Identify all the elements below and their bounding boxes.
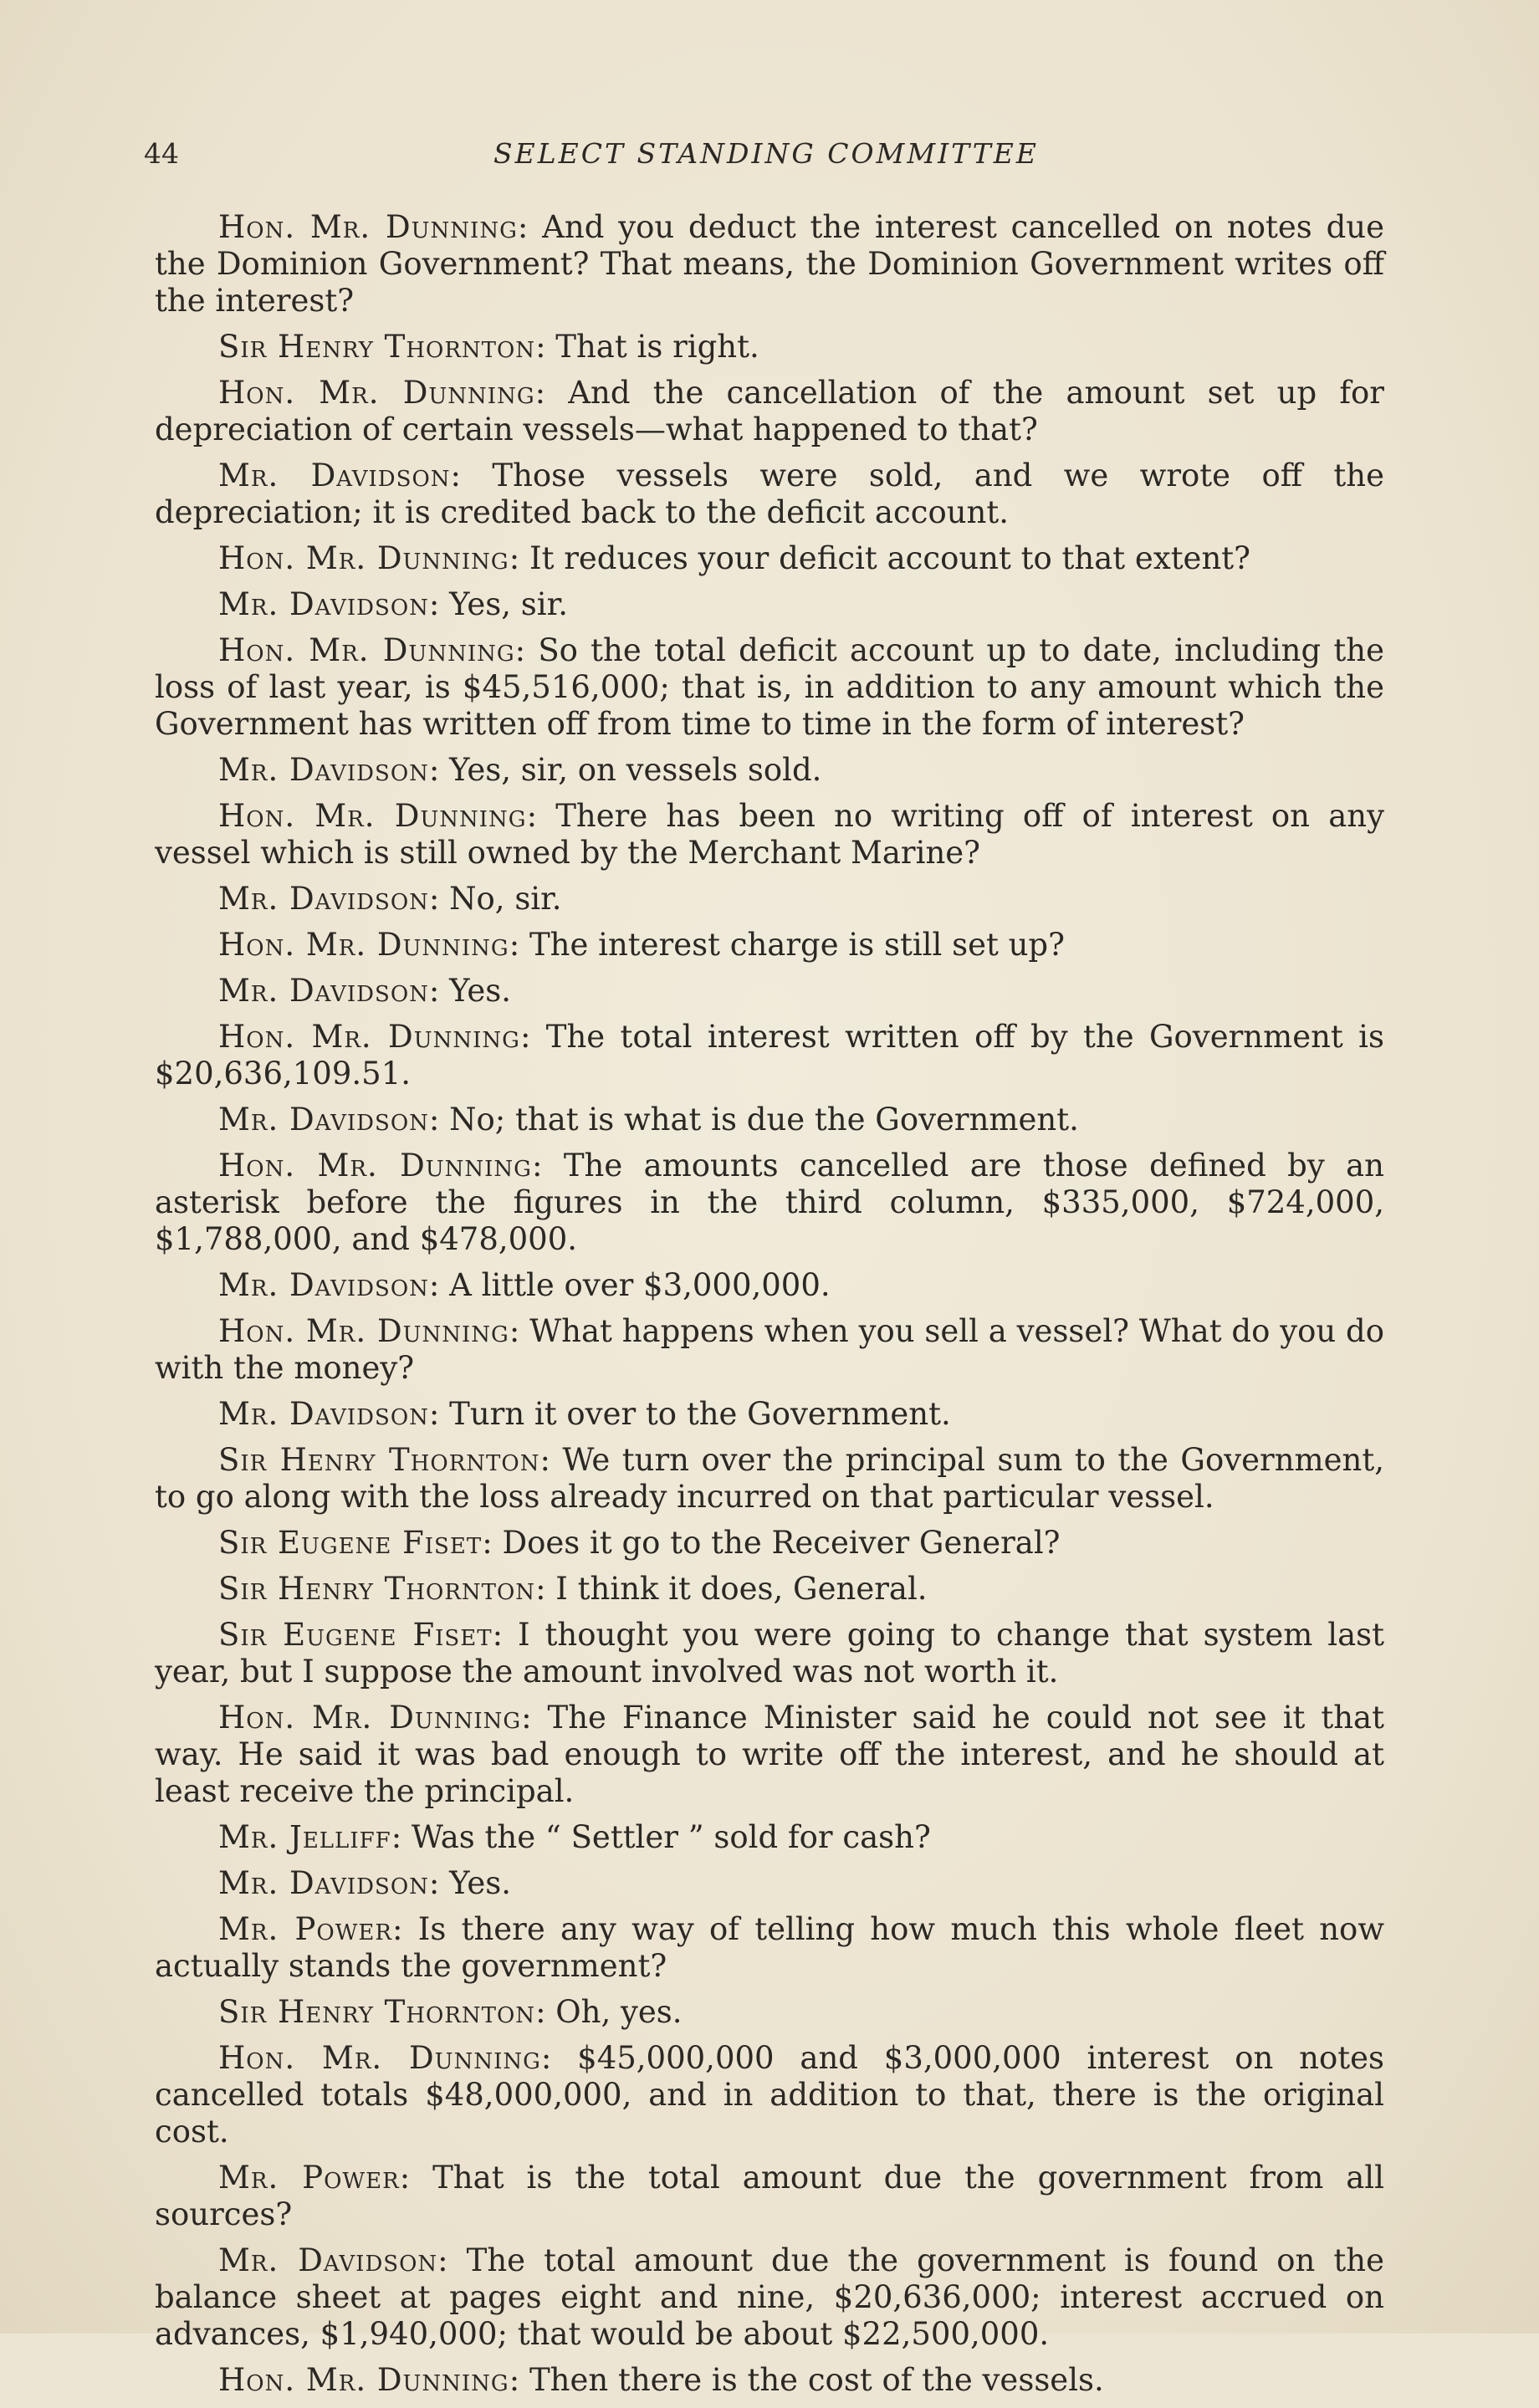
page-number: 44 bbox=[144, 137, 179, 170]
speech-text: The interest charge is still set up? bbox=[529, 927, 1065, 963]
speaker-name: Hon. Mr. Dunning bbox=[218, 1700, 522, 1736]
speaker-name: Sir Henry Thornton bbox=[218, 1994, 536, 2030]
transcript-paragraph: Hon. Mr. Dunning: The amounts cancelled are those defined by an asterisk before the figures in the third column, $335,000, $724,000, $1,788,000, and $478,000. bbox=[155, 1148, 1384, 1257]
speech-text: So the total deficit account up to date, including the loss of last year, is $45,516,000; that is, in addition to any amount which the Government has written off from time to time in the form of interest? bbox=[155, 632, 1384, 742]
speech-text: We turn over the principal sum to the Government, to go along with the loss already incurred on that particular vessel. bbox=[155, 1442, 1384, 1515]
transcript-paragraph: Hon. Mr. Dunning: What happens when you sell a vessel? What do you do with the money? bbox=[155, 1313, 1384, 1386]
running-title: SELECT STANDING COMMITTEE bbox=[493, 137, 1039, 170]
speaker-name: Hon. Mr. Dunning bbox=[218, 2040, 541, 2076]
page-header bbox=[144, 137, 1388, 174]
speaker-name: Sir Henry Thornton bbox=[218, 1571, 536, 1607]
speech-text: And you deduct the interest cancelled on notes due the Dominion Government? That means, the Dominion Government writes off the interest? bbox=[155, 209, 1384, 319]
speech-text: The total interest written off by the Government is $20,636,109.51. bbox=[155, 1019, 1384, 1092]
speech-text: A little over $3,000,000. bbox=[449, 1267, 831, 1303]
speech-text: Yes, sir, on vessels sold. bbox=[449, 752, 822, 788]
transcript-paragraph: Sir Henry Thornton: That is right. bbox=[218, 329, 759, 365]
speaker-name: Mr. Davidson bbox=[218, 1396, 429, 1432]
speaker-name: Hon. Mr. Dunning bbox=[218, 375, 535, 411]
speaker-name: Hon. Mr. Dunning bbox=[218, 2362, 509, 2398]
speaker-name: Mr. Power bbox=[218, 1911, 392, 1947]
transcript-paragraph: Sir Eugene Fiset: I thought you were going to change that system last year, but I suppose the amount involved was not worth it. bbox=[155, 1617, 1384, 1690]
speaker-name: Hon. Mr. Dunning bbox=[218, 798, 527, 834]
speech-text: Turn it over to the Government. bbox=[449, 1396, 951, 1432]
speech-text: There has been no writing off of interest on any vessel which is still owned by the Merchant Marine? bbox=[155, 798, 1384, 871]
speech-text: That is right. bbox=[555, 329, 759, 365]
speaker-name: Hon. Mr. Dunning bbox=[218, 1019, 520, 1055]
transcript-paragraph: Mr. Davidson: Yes, sir. bbox=[218, 586, 568, 622]
transcript-paragraph: Sir Henry Thornton: Oh, yes. bbox=[218, 1994, 683, 2030]
transcript-paragraph: Mr. Davidson: No, sir. bbox=[218, 881, 562, 917]
speaker-name: Hon. Mr. Dunning bbox=[218, 209, 518, 245]
transcript-paragraph: Mr. Power: Is there any way of telling how much this whole fleet now actually stands the government? bbox=[155, 1911, 1384, 1984]
speech-text: No; that is what is due the Government. bbox=[449, 1102, 1079, 1138]
speech-text: Oh, yes. bbox=[555, 1994, 683, 2030]
transcript-paragraph: Hon. Mr. Dunning: Then there is the cost of the vessels. bbox=[218, 2362, 1104, 2398]
transcript-paragraph: Hon. Mr. Dunning: It reduces your deficit account to that extent? bbox=[218, 540, 1250, 576]
speech-text: Is there any way of telling how much this whole fleet now actually stands the government? bbox=[155, 1911, 1384, 1984]
speaker-name: Mr. Davidson bbox=[218, 1865, 429, 1901]
speaker-name: Mr. Davidson bbox=[218, 881, 429, 917]
speech-text: Yes. bbox=[449, 1865, 511, 1901]
speaker-name: Hon. Mr. Dunning bbox=[218, 540, 509, 576]
speaker-name: Hon. Mr. Dunning bbox=[218, 1313, 509, 1349]
transcript-paragraph: Sir Eugene Fiset: Does it go to the Receiver General? bbox=[218, 1525, 1061, 1561]
speech-text: I think it does, General. bbox=[555, 1571, 928, 1607]
transcript-paragraph: Mr. Davidson: Those vessels were sold, and we wrote off the depreciation; it is credited back to the deficit account. bbox=[155, 458, 1384, 530]
speech-text: $45,000,000 and $3,000,000 interest on notes cancelled totals $48,000,000, and in addition to that, there is the original cost. bbox=[155, 2040, 1384, 2150]
speaker-name: Mr. Davidson bbox=[218, 458, 451, 493]
speech-text: The total amount due the government is found on the balance sheet at pages eight and nine, $20,636,000; interest accrued on advances, $1,940,000; that would be about $22,500,000. bbox=[155, 2242, 1384, 2352]
transcript-paragraph: Hon. Mr. Dunning: The interest charge is still set up? bbox=[218, 927, 1065, 963]
speech-text: Was the “ Settler ” sold for cash? bbox=[411, 1819, 931, 1855]
speaker-name: Mr. Davidson bbox=[218, 2242, 438, 2278]
speech-text: The amounts cancelled are those defined by an asterisk before the figures in the third column, $335,000, $724,000, $1,788,000, and $478,000. bbox=[155, 1148, 1384, 1257]
transcript-paragraph: Hon. Mr. Dunning: And the cancellation of the amount set up for depreciation of certain vessels—what happened to that? bbox=[155, 375, 1384, 447]
speaker-name: Hon. Mr. Dunning bbox=[218, 632, 515, 668]
speaker-name: Mr. Power bbox=[218, 2160, 400, 2196]
transcript-paragraph: Mr. Davidson: Yes. bbox=[218, 973, 511, 1009]
transcript-paragraph: Hon. Mr. Dunning: $45,000,000 and $3,000,000 interest on notes cancelled totals $48,000,000, and in addition to that, there is the original cost. bbox=[155, 2040, 1384, 2150]
speech-text: Then there is the cost of the vessels. bbox=[529, 2362, 1104, 2398]
transcript-paragraph: Sir Henry Thornton: I think it does, General. bbox=[218, 1571, 928, 1607]
speaker-name: Mr. Davidson bbox=[218, 1267, 429, 1303]
transcript-body bbox=[155, 209, 1384, 2408]
speech-text: Yes. bbox=[449, 973, 511, 1009]
speaker-name: Sir Eugene Fiset bbox=[218, 1525, 483, 1561]
speech-text: That is the total amount due the government from all sources? bbox=[155, 2160, 1384, 2232]
speech-text: It reduces your deficit account to that extent? bbox=[529, 540, 1250, 576]
transcript-paragraph: Hon. Mr. Dunning: The total interest written off by the Government is $20,636,109.51. bbox=[155, 1019, 1384, 1092]
transcript-paragraph: Mr. Davidson: No; that is what is due the Government. bbox=[218, 1102, 1079, 1138]
transcript-paragraph: Sir Henry Thornton: We turn over the principal sum to the Government, to go along with the loss already incurred on that particular vessel. bbox=[155, 1442, 1384, 1515]
speech-text: Does it go to the Receiver General? bbox=[502, 1525, 1061, 1561]
speaker-name: Mr. Davidson bbox=[218, 752, 429, 788]
transcript-paragraph: Hon. Mr. Dunning: So the total deficit account up to date, including the loss of last year, is $45,516,000; that is, in addition to any amount which the Government has written off from time to time in the form of interest? bbox=[155, 632, 1384, 742]
transcript-paragraph: Hon. Mr. Dunning: The Finance Minister said he could not see it that way. He said it was bad enough to write off the interest, and he should at least receive the principal. bbox=[155, 1700, 1384, 1809]
transcript-paragraph: Mr. Davidson: Yes, sir, on vessels sold. bbox=[218, 752, 822, 788]
transcript-paragraph: Mr. Jelliff: Was the “ Settler ” sold for cash? bbox=[218, 1819, 931, 1855]
speaker-name: Mr. Jelliff bbox=[218, 1819, 391, 1855]
speaker-name: Mr. Davidson bbox=[218, 586, 429, 622]
speech-text: I thought you were going to change that system last year, but I suppose the amount involved was not worth it. bbox=[155, 1617, 1384, 1690]
transcript-paragraph: Mr. Power: That is the total amount due the government from all sources? bbox=[155, 2160, 1384, 2232]
speaker-name: Mr. Davidson bbox=[218, 973, 429, 1009]
transcript-paragraph: Mr. Davidson: A little over $3,000,000. bbox=[218, 1267, 831, 1303]
speaker-name: Hon. Mr. Dunning bbox=[218, 927, 509, 963]
speaker-name: Mr. Davidson bbox=[218, 1102, 429, 1138]
transcript-paragraph: Hon. Mr. Dunning: There has been no writing off of interest on any vessel which is still owned by the Merchant Marine? bbox=[155, 798, 1384, 871]
speech-text: Those vessels were sold, and we wrote off the depreciation; it is credited back to the deficit account. bbox=[155, 458, 1384, 530]
speech-text: What happens when you sell a vessel? What do you do with the money? bbox=[155, 1313, 1384, 1386]
speech-text: And the cancellation of the amount set up for depreciation of certain vessels—what happened to that? bbox=[155, 375, 1384, 447]
transcript-paragraph: Mr. Davidson: Yes. bbox=[218, 1865, 511, 1901]
speaker-name: Sir Henry Thornton bbox=[218, 329, 536, 365]
transcript-paragraph: Hon. Mr. Dunning: And you deduct the interest cancelled on notes due the Dominion Government? That means, the Dominion Government writes off the interest? bbox=[155, 209, 1384, 319]
transcript-paragraph: Mr. Davidson: The total amount due the government is found on the balance sheet at pages eight and nine, $20,636,000; interest accrued on advances, $1,940,000; that would be about $22,500,000. bbox=[155, 2242, 1384, 2352]
speech-text: No, sir. bbox=[449, 881, 562, 917]
speaker-name: Hon. Mr. Dunning bbox=[218, 1148, 532, 1184]
speaker-name: Sir Henry Thornton bbox=[218, 1442, 540, 1478]
transcript-paragraph: Mr. Davidson: Turn it over to the Government. bbox=[218, 1396, 951, 1432]
speech-text: Yes, sir. bbox=[449, 586, 568, 622]
speech-text: The Finance Minister said he could not see it that way. He said it was bad enough to write off the interest, and he should at least receive the principal. bbox=[155, 1700, 1384, 1809]
speaker-name: Sir Eugene Fiset bbox=[218, 1617, 493, 1653]
